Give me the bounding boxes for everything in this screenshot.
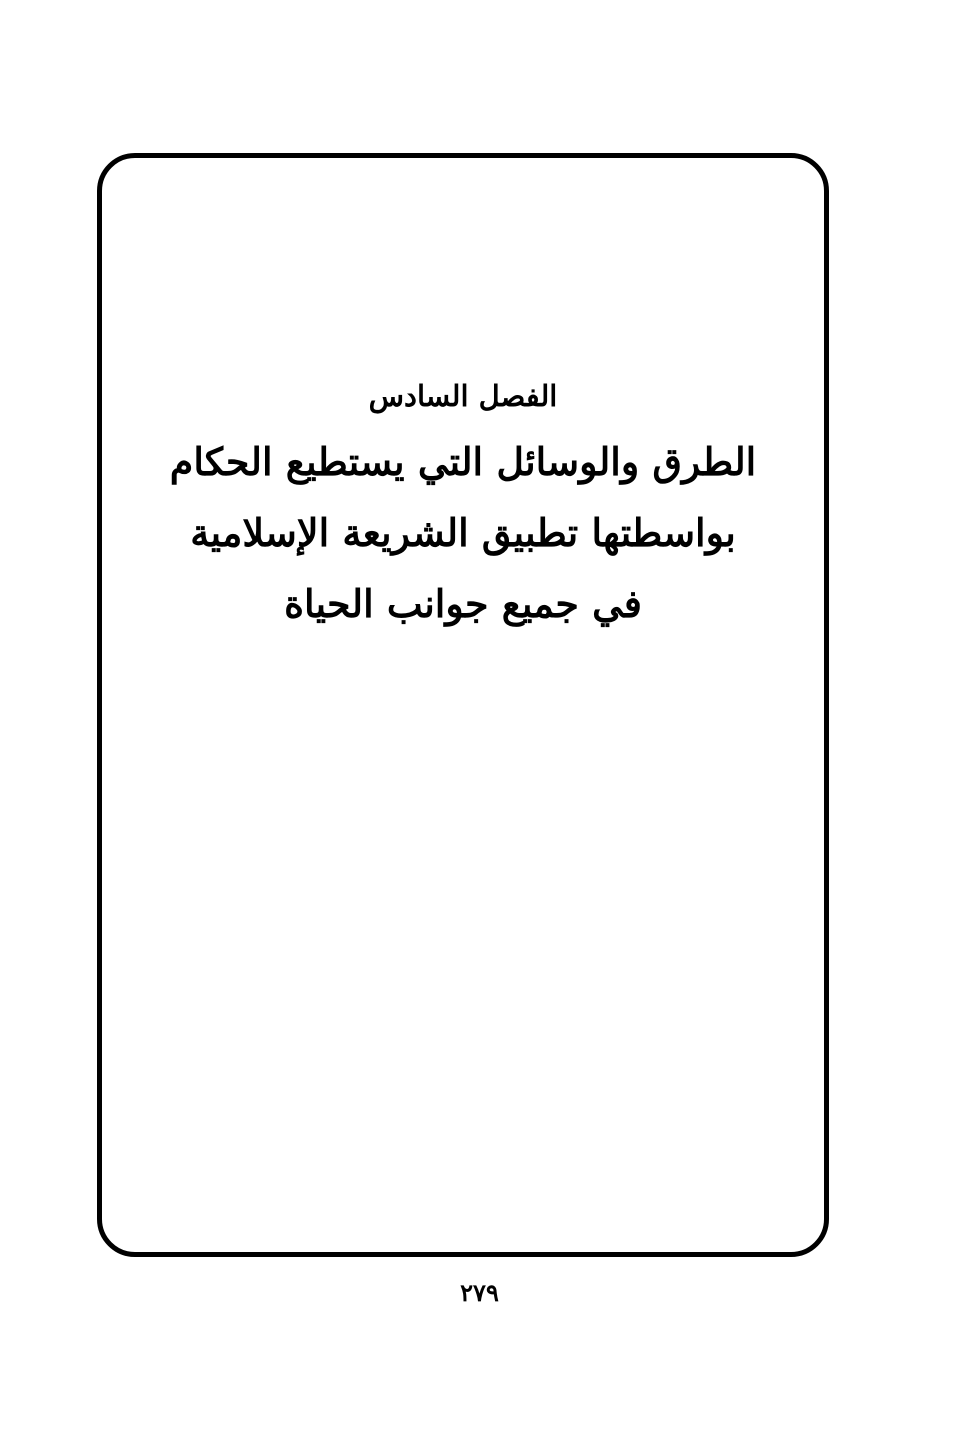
chapter-label: الفصل السادس <box>368 379 558 413</box>
chapter-title-line-3: في جميع جوانب الحياة <box>284 581 642 626</box>
chapter-title-line-2: بواسطتها تطبيق الشريعة الإسلامية <box>190 510 736 555</box>
chapter-title-line-1: الطرق والوسائل التي يستطيع الحكام <box>169 439 757 484</box>
page-border-frame <box>97 153 829 1257</box>
chapter-heading <box>97 368 829 639</box>
page-number: ٢٧٩ <box>460 1278 499 1307</box>
chapter-title <box>97 416 829 639</box>
